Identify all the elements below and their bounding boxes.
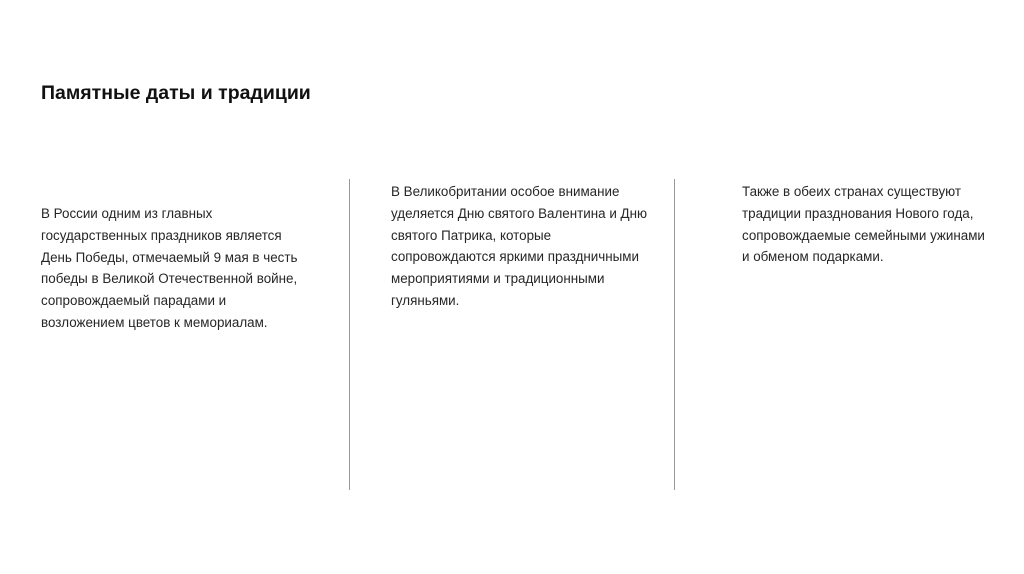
text-line: сопровождаемый парадами и [41, 293, 227, 309]
slide-title: Памятные даты и традиции [41, 82, 311, 104]
text-line: мероприятиями и традиционными [391, 271, 605, 287]
text-line: В России одним из главных [41, 206, 213, 221]
text-line: победы в Великой Отечественной войне, [41, 271, 298, 287]
text-line: День Победы, отмечаемый 9 мая в честь [41, 249, 298, 265]
text-line: и обменом подарками. [742, 249, 884, 265]
text-line: государственных праздников является [41, 227, 282, 243]
text-line: святого Патрика, которые [391, 227, 552, 243]
text-line: Также в обеих странах существуют [742, 184, 962, 199]
column-divider [674, 179, 675, 490]
text-column-britain [391, 181, 676, 312]
text-line: уделяется Дню святого Валентина и Дню [391, 205, 648, 221]
text-column-russia [41, 203, 326, 334]
text-line: В Великобритании особое внимание [391, 184, 620, 199]
text-line: гуляньями. [391, 292, 460, 308]
text-line: сопровождаемые семейными ужинами [742, 227, 985, 243]
text-line: традиции празднования Нового года, [742, 205, 974, 221]
text-line: сопровождаются яркими праздничными [391, 249, 639, 265]
text-line: возложением цветов к мемориалам. [41, 314, 268, 330]
column-divider [349, 179, 350, 490]
text-column-both [742, 181, 1024, 268]
